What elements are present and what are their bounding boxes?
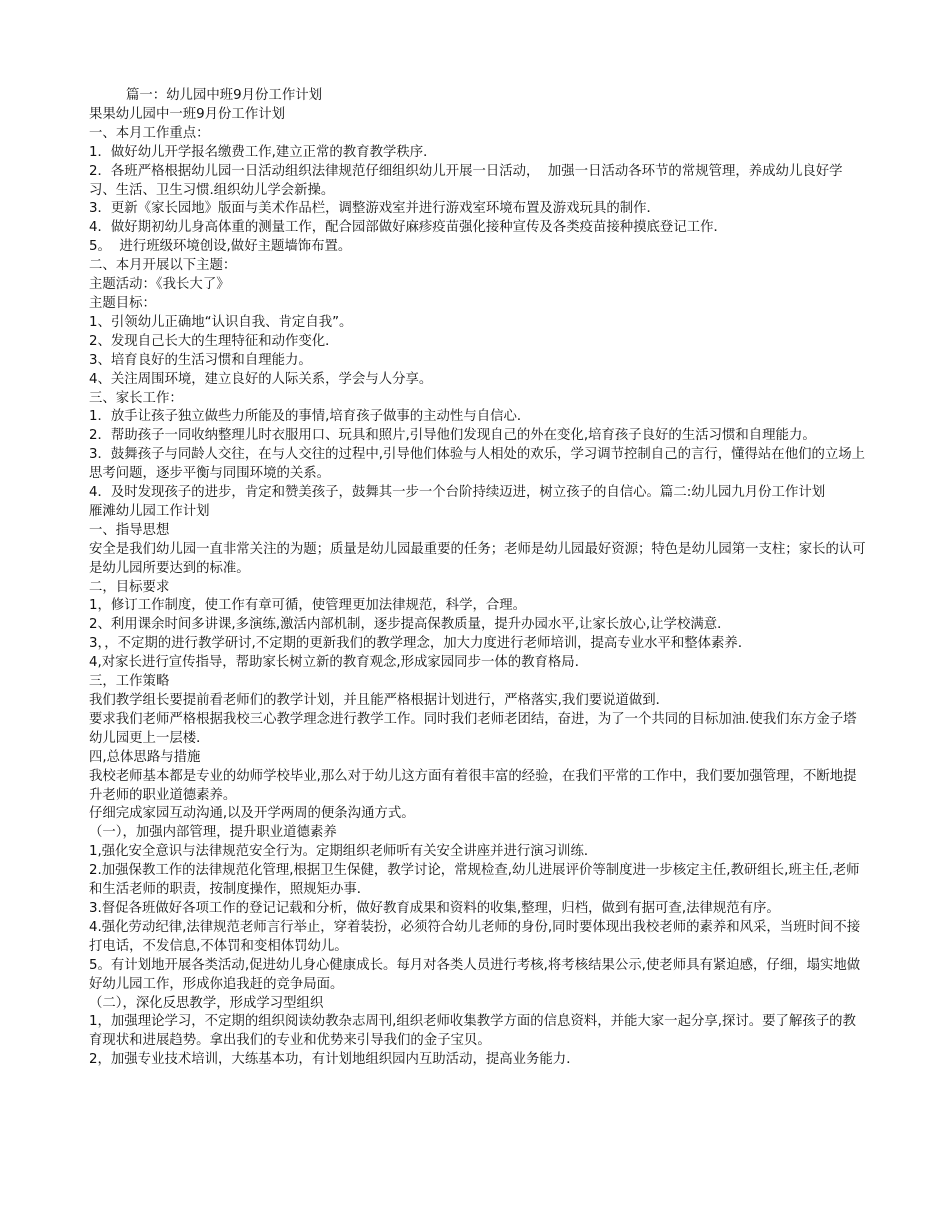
paragraph: 3、培育良好的生活习惯和自理能力。 bbox=[89, 352, 312, 368]
section-heading: 二，目标要求 bbox=[89, 579, 170, 595]
paragraph: 4,对家长进行宣传指导，帮助家长树立新的教育观念,形成家园同步一体的教育格局． bbox=[89, 655, 589, 671]
paragraph: 1．放手让孩子独立做些力所能及的事情,培育孩子做事的主动性与自信心． bbox=[89, 409, 531, 425]
paragraph: 3．鼓舞孩子与同龄人交往，在与人交往的过程中,引导他们体验与人相处的欢乐，学习调节控制自己的言行，懂得站在他们的立场上思考问题，逐步平衡与同围环境的关系。 bbox=[89, 447, 866, 482]
plan-title-1: 果果幼儿园中一班9月份工作计划 bbox=[89, 106, 285, 122]
paragraph: 3.督促各班做好各项工作的登记记载和分析，做好教育成果和资料的收集,整理，归档，做到有据可查,法律规范有序。 bbox=[89, 900, 780, 916]
paragraph: 2．各班严格根据幼儿园一日活动组织法律规范仔细组织幼儿开展一日活动， 加强一日活动各环节的常规管理，养成幼儿良好学习、生活、卫生习惯.组织幼儿学会新操。 bbox=[89, 163, 843, 198]
section-heading: 一、本月工作重点： bbox=[89, 125, 210, 141]
paragraph: 5。 进行班级环境创设,做好主题墙饰布置。 bbox=[89, 239, 352, 255]
paragraph: 4．做好期初幼儿身高体重的测量工作，配合园部做好麻疹疫苗强化接种宣传及各类疫苗接种摸底登记工作． bbox=[89, 220, 727, 236]
paragraph: 我们教学组长要提前看老师们的教学计划，并且能严格根据计划进行，严格落实,我们要说道做到． bbox=[89, 693, 670, 708]
plan-title-2: 雁滩幼儿园工作计划 bbox=[89, 503, 210, 519]
subsection-heading: （一），加强内部管理，提升职业道德素养 bbox=[89, 825, 337, 841]
paragraph: 安全是我们幼儿园一直非常关注的为题；质量是幼儿园最重要的任务；老师是幼儿园最好资源；特色是幼儿园第一支柱；家长的认可是幼儿园所要达到的标准。 bbox=[89, 541, 866, 576]
paragraph: 要求我们老师严格根据我校三心教学理念进行教学工作。同时我们老师老团结，奋进，为了一个共同的目标加油.使我们东方金子塔幼儿园更上一层楼． bbox=[89, 711, 857, 746]
paragraph: 2，加强专业技术培训，大练基本功，有计划地组织园内互助活动，提高业务能力． bbox=[89, 1052, 580, 1068]
section-heading: 一、指导思想 bbox=[89, 522, 170, 538]
paragraph: 主题活动：《我长大了》 bbox=[89, 277, 230, 293]
paragraph: 3．更新《家长园地》版面与美术作品栏，调整游戏室并进行游戏室环境布置及游戏玩具的制作． bbox=[89, 201, 660, 217]
paragraph: 5。有计划地开展各类活动,促进幼儿身心健康成长。每月对各类人员进行考核,将考核结果公示,使老师具有紧迫感，仔细，塌实地做好幼儿园工作，形成你追我赶的竞争局面。 bbox=[89, 957, 861, 992]
section-heading: 三、家长工作： bbox=[89, 390, 183, 406]
section-heading: 三，工作策略 bbox=[89, 674, 170, 690]
paragraph: 主题目标： bbox=[89, 295, 156, 311]
section-heading: 二、本月开展以下主题： bbox=[89, 258, 237, 274]
paragraph: 4.强化劳动纪律,法律规范老师言行举止，穿着装扮，必须符合幼儿老师的身份,同时要体现出我校老师的素养和风采，当班时间不接打电话，不发信息,不体罚和变相体罚幼儿。 bbox=[89, 919, 861, 954]
section-heading: 四,总体思路与措施 bbox=[89, 749, 201, 765]
paragraph: 4、关注周围环境，建立良好的人际关系，学会与人分享。 bbox=[89, 371, 433, 387]
paragraph: 1,强化安全意识与法律规范安全行为。定期组织老师听有关安全讲座并进行演习训练． bbox=[89, 844, 598, 860]
paragraph: 1，加强理论学习，不定期的组织阅读幼教杂志周刊,组织老师收集教学方面的信息资料，并能大家一起分享,探讨。要了解孩子的教育现状和进展趋势。拿出我们的专业和优势来引导我们的金子宝贝。 bbox=[89, 1014, 856, 1049]
paragraph: 2、利用课余时间多讲课,多演练,激活内部机制，逐步提高保教质量，提升办园水平,让家长放心,让学校满意． bbox=[89, 617, 731, 633]
paragraph: 1，修订工作制度，使工作有章可循，使管理更加法律规范，科学，合理。 bbox=[89, 598, 527, 614]
paragraph: 1、引领幼儿正确地“认识自我、肯定自我”。 bbox=[89, 314, 353, 330]
paragraph: 2、发现自己长大的生理特征和动作变化． bbox=[89, 333, 339, 349]
paragraph: 2.加强保教工作的法律规范化管理,根据卫生保健，教学讨论，常规检查,幼儿进展评价等制度进一步核定主任,教研组长,班主任,老师和生活老师的职责，按制度操作，照规矩办事． bbox=[89, 863, 860, 898]
paragraph: 1．做好幼儿开学报名缴费工作,建立正常的教育教学秩序． bbox=[89, 144, 437, 160]
paragraph: 2．帮助孩子一同收纳整理儿时衣服用口、玩具和照片,引导他们发现自己的外在变化,培育孩子良好的生活习惯和自理能力。 bbox=[89, 428, 816, 444]
paragraph: 3，，不定期的进行教学研讨,不定期的更新我们的教学理念，加大力度进行老师培训，提高专业水平和整体素养． bbox=[89, 636, 752, 652]
paragraph: 我校老师基本都是专业的幼师学校毕业,那么对于幼儿这方面有着很丰富的经验，在我们平常的工作中，我们要加强管理，不断地提升老师的职业道德素养。 bbox=[89, 768, 857, 803]
paragraph: 仔细完成家园互动沟通,以及开学两周的便条沟通方式。 bbox=[89, 806, 415, 822]
document-title: 篇一：幼儿园中班9月份工作计划 bbox=[126, 88, 322, 103]
paragraph: 4．及时发现孩子的进步，肯定和赞美孩子，鼓舞其一步一个台阶持续迈进，树立孩子的自信心。篇二:幼儿园九月份工作计划 bbox=[89, 485, 826, 501]
document-page bbox=[89, 87, 869, 1070]
subsection-heading: （二），深化反思教学，形成学习型组织 bbox=[89, 995, 324, 1011]
